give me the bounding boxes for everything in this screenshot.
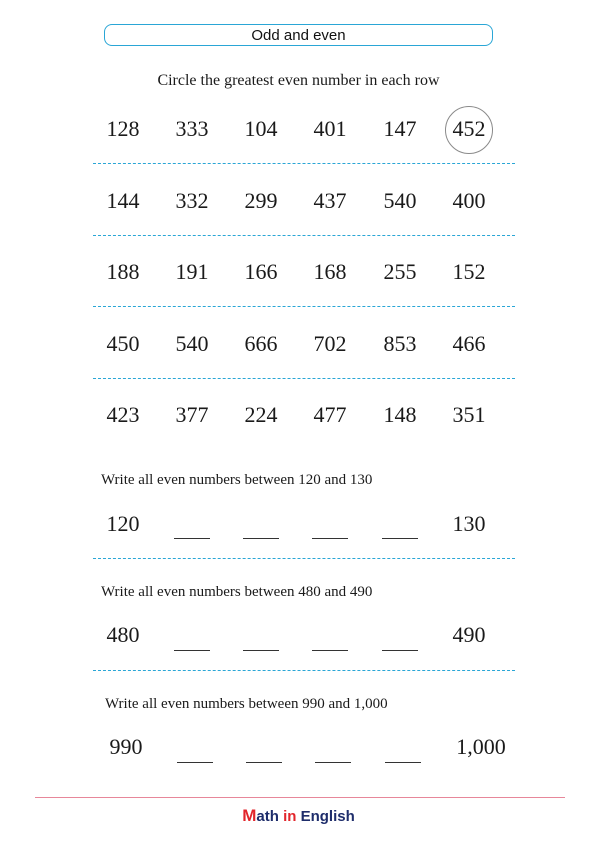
number-cell: 148: [383, 402, 417, 427]
range-end: 490: [452, 622, 486, 647]
number-cell: 452: [452, 116, 486, 141]
worksheet-title: Odd and even: [251, 26, 346, 44]
range-end: 1,000: [456, 734, 506, 759]
row-divider: [93, 306, 515, 307]
write-instruction-2: Write all even numbers between 480 and 490: [101, 584, 373, 600]
number-cell: 351: [452, 402, 486, 427]
write-instruction-3: Write all even numbers between 990 and 1,000: [105, 696, 388, 712]
number-cell: 144: [106, 188, 140, 213]
number-cell: 168: [313, 259, 347, 284]
answer-blank[interactable]: [246, 762, 282, 763]
number-cell: 853: [383, 331, 417, 356]
number-cell: 450: [106, 331, 140, 356]
number-cell: 147: [383, 116, 417, 141]
number-cell: 152: [452, 259, 486, 284]
number-cell: 333: [175, 116, 209, 141]
number-cell: 224: [244, 402, 278, 427]
answer-blank[interactable]: [315, 762, 351, 763]
number-row-2: [0, 186, 597, 216]
number-row-3: [0, 257, 597, 287]
footer-divider: [35, 797, 565, 798]
row-divider: [93, 378, 515, 379]
number-cell: 477: [313, 402, 347, 427]
example-answer-circle: [445, 106, 493, 154]
brand-letter-m: M: [242, 806, 257, 825]
answer-blank[interactable]: [243, 538, 279, 539]
number-cell: 400: [452, 188, 486, 213]
write-instruction-1: Write all even numbers between 120 and 130: [101, 472, 373, 488]
number-cell: 540: [175, 331, 209, 356]
write-row-1: [0, 509, 597, 539]
number-cell: 423: [106, 402, 140, 427]
number-row-4: [0, 329, 597, 359]
range-start: 480: [106, 622, 140, 647]
number-row-5: [0, 400, 597, 430]
number-cell: 666: [244, 331, 278, 356]
row-divider: [93, 235, 515, 236]
range-start: 120: [106, 511, 140, 536]
number-cell: 702: [313, 331, 347, 356]
brand-ath: ath: [256, 808, 279, 825]
number-cell: 377: [175, 402, 209, 427]
number-cell: 540: [383, 188, 417, 213]
number-cell: 188: [106, 259, 140, 284]
answer-blank[interactable]: [382, 650, 418, 651]
number-cell: 128: [106, 116, 140, 141]
worksheet-title-box: [104, 24, 493, 46]
write-row-2: [0, 620, 597, 650]
circle-instruction: Circle the greatest even number in each row: [157, 72, 440, 89]
number-cell: 332: [175, 188, 209, 213]
number-cell: 166: [244, 259, 278, 284]
answer-blank[interactable]: [243, 650, 279, 651]
answer-blank[interactable]: [174, 650, 210, 651]
number-cell: 299: [244, 188, 278, 213]
number-cell: 437: [313, 188, 347, 213]
number-cell: 255: [383, 259, 417, 284]
answer-blank[interactable]: [312, 538, 348, 539]
row-divider: [93, 670, 515, 671]
number-cell: 191: [175, 259, 209, 284]
range-end: 130: [452, 511, 486, 536]
brand-english: English: [300, 808, 355, 825]
number-row-1: [0, 114, 597, 144]
row-divider: [93, 163, 515, 164]
answer-blank[interactable]: [312, 650, 348, 651]
answer-blank[interactable]: [382, 538, 418, 539]
answer-blank[interactable]: [177, 762, 213, 763]
brand-logo: [0, 806, 597, 826]
number-cell: 104: [244, 116, 278, 141]
answer-blank[interactable]: [385, 762, 421, 763]
number-cell: 466: [452, 331, 486, 356]
number-cell: 401: [313, 116, 347, 141]
brand-in: in: [278, 808, 301, 825]
row-divider: [93, 558, 515, 559]
range-start: 990: [109, 734, 143, 759]
write-row-3: [0, 732, 597, 762]
answer-blank[interactable]: [174, 538, 210, 539]
